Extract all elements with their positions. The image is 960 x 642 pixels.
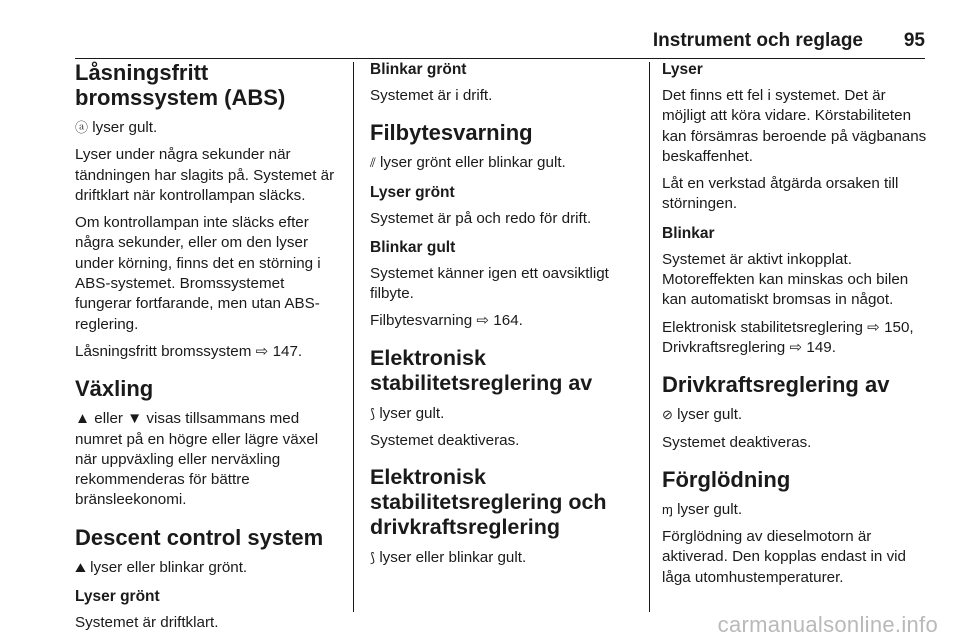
descent-control-icon: ⛰	[75, 559, 86, 575]
tc-off-heading: Drivkraftsreglering av	[662, 372, 890, 398]
abs-paragraph-1	[75, 118, 343, 138]
watermark: carmanualsonline.info	[717, 612, 938, 637]
lane-paragraph-2: Systemet är på och redo för drift.	[370, 209, 592, 227]
glow-plug-icon: ɱ	[662, 501, 673, 517]
esc-tc-heading: Elektronisk stabilitetsreglering och drivkraftsreglering	[370, 465, 607, 540]
abs-warning-icon: ⓐ	[75, 120, 89, 135]
esc-off-paragraph-1	[370, 404, 642, 424]
abs-heading: Låsningsfritt bromssystem (ABS)	[75, 60, 286, 110]
blinks-subheading: Blinkar	[662, 224, 715, 242]
header-rule	[75, 58, 925, 59]
esc-tc-paragraph-1	[370, 548, 642, 568]
esc-off-text-1: lyser gult.	[379, 404, 445, 422]
lights-paragraph-2: Låt en verkstad åtgärda orsaken till störningen.	[662, 175, 899, 213]
dcs-text-1: lyser eller blinkar grönt.	[90, 558, 248, 576]
page-header	[75, 28, 925, 54]
lane-subheading-2: Blinkar gult	[370, 238, 456, 256]
abs-paragraph-2: Lyser under några sekunder när tändningen har slagits på. Systemet är driftklart när kontrollampan släcks.	[75, 146, 335, 204]
abs-reference: Låsningsfritt bromssystem ⇨ 147.	[75, 342, 303, 360]
lights-subheading: Lyser	[662, 61, 703, 78]
shift-paragraph: ▲ eller ▼ visas tillsammans med numret på en högre eller lägre växel när uppväxling eller nerväxling rekommenderas för bättre bränsleekonomi.	[75, 410, 319, 509]
abs-paragraph-3: Om kontrollampan inte släcks efter några sekunder, eller om den lyser under körning, finns det en störning i ABS-systemet. Bromssystemet fungerar fortfarande, men utan ABS-reglering.	[75, 214, 321, 333]
tc-off-icon: ⊘	[662, 407, 673, 423]
column-divider-1	[353, 62, 354, 612]
abs-text-1: lyser gult.	[92, 119, 158, 136]
header-title: Instrument och reglage	[652, 30, 863, 51]
dcs-heading: Descent control system	[75, 524, 324, 550]
column-2	[370, 60, 642, 576]
column-divider-2	[649, 62, 650, 612]
esc-tc-text-1: lyser eller blinkar gult.	[379, 549, 527, 567]
blinks-reference: Elektronisk stabilitetsreglering ⇨ 150, Drivkraftsreglering ⇨ 149.	[662, 318, 914, 356]
column-3	[662, 60, 928, 595]
blink-green-paragraph: Systemet är i drift.	[370, 87, 493, 104]
lights-paragraph-1: Det finns ett fel i systemet. Det är möjligt att köra vidare. Körstabiliteten kan försämras beroende på vägbanans beskaffenhet.	[662, 87, 927, 165]
column-1	[75, 60, 343, 640]
lane-subheading-1: Lyser grönt	[370, 183, 455, 201]
glow-text-1: lyser gult.	[677, 500, 743, 518]
lane-reference: Filbytesvarning ⇨ 164.	[370, 312, 523, 330]
esc-off-paragraph-2: Systemet deaktiveras.	[370, 432, 520, 450]
blink-green-subheading: Blinkar grönt	[370, 61, 467, 78]
dcs-paragraph-1	[75, 558, 343, 578]
shift-heading: Växling	[75, 376, 154, 402]
dcs-subheading: Lyser grönt	[75, 588, 160, 606]
glow-paragraph-2: Förglödning av dieselmotorn är aktiverad. Den kopplas endast in vid låga utomhustemperaturer.	[662, 528, 906, 586]
lane-paragraph-1	[370, 153, 642, 173]
lane-departure-icon: ⫽	[370, 155, 376, 171]
lane-heading: Filbytesvarning	[370, 120, 533, 146]
tc-off-paragraph-1	[662, 405, 928, 425]
page-number: 95	[903, 30, 925, 51]
esc-off-heading: Elektronisk stabilitetsreglering av	[370, 345, 593, 395]
dcs-paragraph-2: Systemet är driftklart.	[75, 614, 219, 632]
esc-off-icon: ⟆	[370, 405, 376, 421]
tc-off-text-1: lyser gult.	[677, 406, 743, 424]
lane-paragraph-3: Systemet känner igen ett oavsiktligt filbyte.	[370, 264, 609, 303]
esc-tc-icon: ⟆	[370, 550, 376, 566]
blinks-paragraph-1: Systemet är aktivt inkopplat. Motoreffekten kan minskas och bilen kan automatiskt bromsas in något.	[662, 250, 909, 309]
lane-text-1: lyser grönt eller blinkar gult.	[380, 154, 566, 172]
tc-off-paragraph-2: Systemet deaktiveras.	[662, 433, 812, 451]
glow-heading: Förglödning	[662, 466, 791, 492]
glow-paragraph-1	[662, 500, 928, 520]
